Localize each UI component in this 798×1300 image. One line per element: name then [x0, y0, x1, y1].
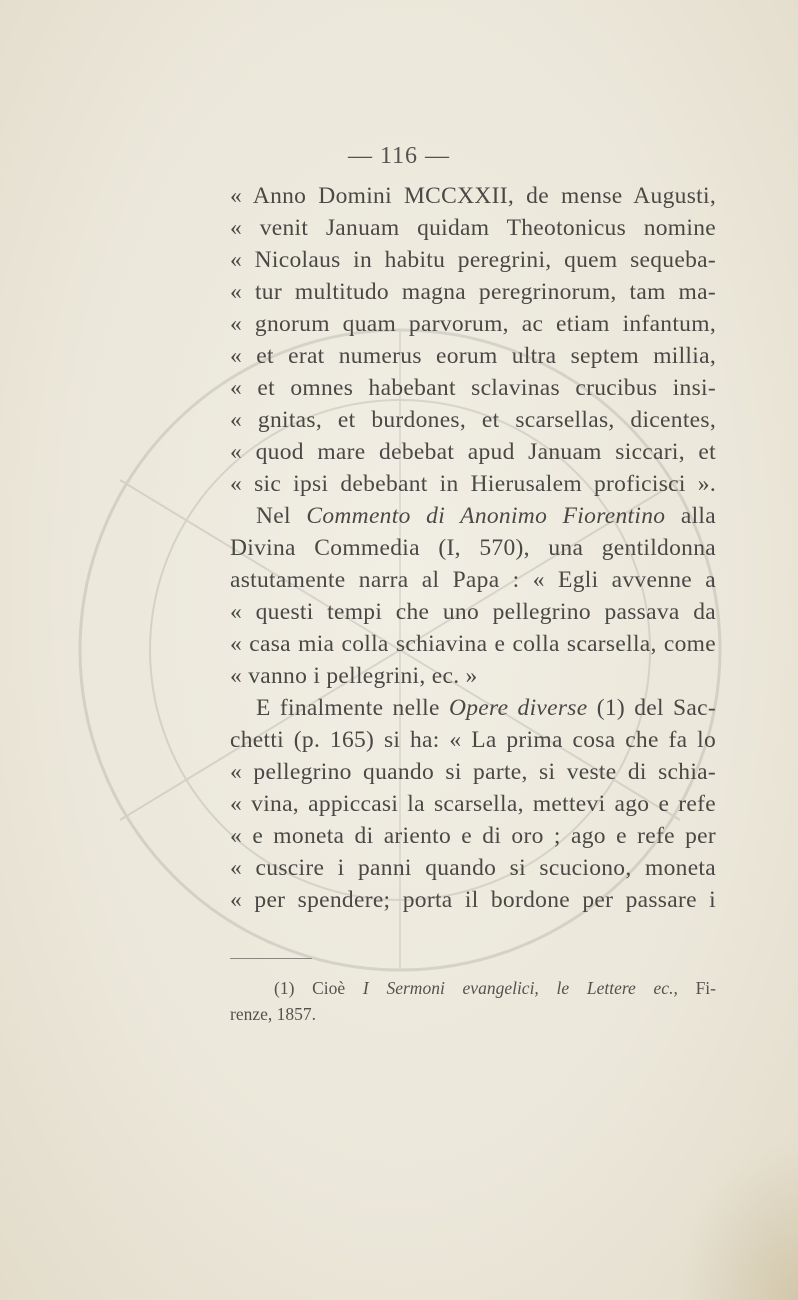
- footnote-separator: [230, 958, 312, 959]
- text-line: chetti (p. 165) si ha: « La prima cosa che fa lo: [230, 727, 716, 753]
- text-span: alla: [680, 503, 716, 529]
- page-number: — 116 —: [347, 143, 451, 169]
- italic-work-title: I Sermoni evangelici, le Lettere ec.,: [362, 978, 678, 998]
- text-line: « pellegrino quando si parte, si veste di schia-: [230, 759, 716, 785]
- text-line: « e moneta di ariento e di oro ; ago e refe per: [230, 823, 716, 849]
- text-span: Fi-: [695, 978, 716, 998]
- text-line: « et omnes habebant sclavinas crucibus insi-: [230, 375, 716, 401]
- text-line: « venit Januam quidam Theotonicus nomine: [230, 215, 716, 241]
- paper-stain: [678, 1140, 798, 1300]
- italic-work-title: Commento di Anonimo Fiorentino: [306, 503, 666, 529]
- text-span: Nel: [256, 503, 291, 529]
- text-line: « Anno Domini MCCXXII, de mense Augusti,: [230, 183, 716, 209]
- text-span: (1) Cioè: [274, 978, 346, 998]
- paragraph-3-first-line: [230, 692, 716, 724]
- italic-work-title: Opere diverse: [448, 695, 588, 721]
- text-line: « sic ipsi debebant in Hierusalem proficisci ».: [230, 471, 716, 497]
- text-line: « per spendere; porta il bordone per passare i: [230, 887, 716, 913]
- text-span: (1) del Sac-: [596, 695, 716, 721]
- text-line: « Nicolaus in habitu peregrini, quem sequeba-: [230, 247, 716, 273]
- text-line: « cuscire i panni quando si scuciono, moneta: [230, 855, 716, 881]
- footnote-line: [230, 975, 716, 1001]
- text-line: « casa mia colla schiavina e colla scarsella, come: [230, 631, 716, 657]
- text-line: Divina Commedia (I, 570), una gentildonna: [230, 535, 716, 561]
- footnote: [230, 975, 716, 1027]
- text-line: « quod mare debebat apud Januam siccari, et: [230, 439, 716, 465]
- text-line: « et erat numerus eorum ultra septem millia,: [230, 343, 716, 369]
- text-line: « vanno i pellegrini, ec. »: [230, 663, 478, 689]
- text-line: « gnorum quam parvorum, ac etiam infantum,: [230, 311, 716, 337]
- text-line: astutamente narra al Papa : « Egli avvenne a: [230, 567, 716, 593]
- text-line: « questi tempi che uno pellegrino passava da: [230, 599, 716, 625]
- text-line: « vina, appiccasi la scarsella, mettevi ago e refe: [230, 791, 716, 817]
- text-span: E finalmente nelle: [256, 695, 440, 721]
- text-line: « gnitas, et burdones, et scarsellas, dicentes,: [230, 407, 716, 433]
- paragraph-2-first-line: [230, 500, 716, 532]
- main-text: [230, 180, 716, 916]
- text-line: « tur multitudo magna peregrinorum, tam ma-: [230, 279, 716, 305]
- footnote-line: renze, 1857.: [230, 1004, 317, 1024]
